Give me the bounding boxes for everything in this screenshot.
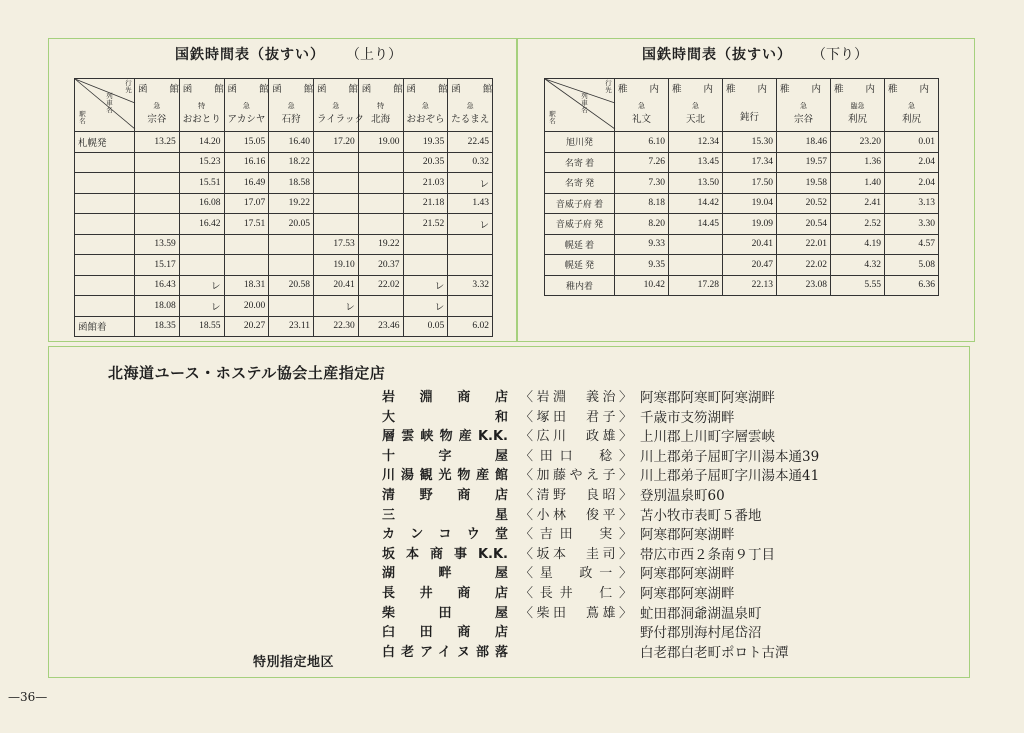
down-station-cell: 音威子府 発 — [545, 214, 615, 235]
up-time-cell — [135, 173, 180, 194]
shop-name: 坂本商事K.K. — [382, 546, 508, 562]
down-column-header — [831, 79, 898, 132]
up-time-cell: 17.53 — [314, 234, 359, 255]
down-time-cell: 0.01 — [885, 132, 939, 153]
down-time-cell: 17.34 — [723, 152, 777, 173]
shop-address: 野付郡別海村尾岱沼 — [640, 625, 762, 642]
down-station-cell: 名寄 着 — [545, 152, 615, 173]
down-time-cell: 17.50 — [723, 173, 777, 194]
up-column-name: おおとり — [182, 115, 221, 125]
up-time-cell: レ — [403, 275, 448, 296]
shop-name: 川湯観光物産館 — [382, 468, 508, 484]
up-station-cell: 函館着 — [75, 316, 135, 337]
down-time-cell: 10.42 — [615, 275, 669, 296]
up-time-cell: 19.10 — [314, 255, 359, 276]
up-time-cell: 16.40 — [269, 132, 314, 153]
up-time-cell: 22.02 — [358, 275, 403, 296]
up-time-cell — [448, 234, 493, 255]
shop-name: 層雲峡物産K.K. — [382, 429, 508, 445]
up-time-cell: 20.58 — [269, 275, 314, 296]
up-time-cell — [358, 193, 403, 214]
up-table-title: 国鉄時間表（抜すい） — [175, 47, 325, 63]
down-station-cell: 稚内着 — [545, 275, 615, 296]
down-time-cell: 20.47 — [723, 255, 777, 276]
up-column-name: 石狩 — [281, 115, 301, 125]
down-time-cell: 19.57 — [777, 152, 831, 173]
up-corner-dest: 行先 — [125, 80, 132, 94]
down-column-name: 利尻 — [901, 115, 921, 125]
up-time-cell: 22.45 — [448, 132, 493, 153]
down-corner-cell — [545, 79, 615, 132]
down-time-cell: 3.13 — [885, 193, 939, 214]
up-column-name: おおぞら — [406, 115, 445, 125]
down-time-cell: 13.50 — [669, 173, 723, 194]
up-time-cell: 19.22 — [269, 193, 314, 214]
up-column-header — [403, 79, 470, 132]
down-time-cell: 22.01 — [777, 234, 831, 255]
down-time-cell: 23.08 — [777, 275, 831, 296]
up-time-cell — [314, 214, 359, 235]
down-table-subtitle: （下り） — [812, 47, 868, 63]
up-time-cell: 1.43 — [448, 193, 493, 214]
up-station-cell: 札幌発 — [75, 132, 135, 153]
shop-address: 川上郡弟子屈町字川湯本通39 — [640, 448, 820, 465]
up-column-type: 特 — [377, 102, 385, 110]
up-column-header — [269, 79, 336, 132]
down-time-cell: 15.30 — [723, 132, 777, 153]
up-time-cell: 23.11 — [269, 316, 314, 337]
up-row — [75, 152, 493, 173]
down-time-cell — [669, 234, 723, 255]
down-time-cell: 20.54 — [777, 214, 831, 235]
down-time-cell: 14.42 — [669, 193, 723, 214]
up-time-cell — [403, 234, 448, 255]
up-time-cell — [224, 234, 269, 255]
up-station-cell — [75, 234, 135, 255]
up-time-cell: 21.18 — [403, 193, 448, 214]
down-column-header — [777, 79, 844, 132]
down-station-cell: 音威子府 着 — [545, 193, 615, 214]
up-station-cell — [75, 173, 135, 194]
up-column-type: 急 — [332, 102, 340, 110]
up-time-cell — [269, 255, 314, 276]
up-column-dest: 函館 — [227, 85, 291, 95]
shop-name: 清野商店 — [382, 488, 508, 503]
down-time-cell: 2.04 — [885, 173, 939, 194]
shop-name: 長井商店 — [382, 586, 508, 601]
shop-address: 登別温泉町60 — [640, 488, 725, 504]
down-time-cell: 12.34 — [669, 132, 723, 153]
down-row — [545, 132, 939, 153]
up-timetable — [74, 78, 515, 337]
owner-name: 〈星 政一〉 — [520, 566, 632, 582]
down-time-cell: 7.30 — [615, 173, 669, 194]
up-time-cell — [179, 234, 224, 255]
up-station-cell — [75, 152, 135, 173]
down-column-header — [615, 79, 682, 132]
down-column-name: 利尻 — [847, 115, 867, 125]
shop-address: 上川郡上川町字層雲峡 — [640, 429, 775, 446]
shop-address: 川上郡弟子屈町字川湯本通41 — [640, 468, 820, 485]
down-station-cell: 旭川発 — [545, 132, 615, 153]
up-row — [75, 193, 493, 214]
up-time-cell: 20.27 — [224, 316, 269, 337]
down-time-cell: 2.52 — [831, 214, 885, 235]
special-district-label: 特別指定地区 — [253, 655, 335, 670]
up-time-cell: レ — [179, 296, 224, 317]
up-corner-train: 列車名 — [106, 93, 113, 114]
down-timetable — [544, 78, 952, 296]
up-time-cell: レ — [403, 296, 448, 317]
down-time-cell: 6.36 — [885, 275, 939, 296]
up-time-cell — [403, 255, 448, 276]
down-time-cell: 14.45 — [669, 214, 723, 235]
shop-name: 臼田商店 — [382, 625, 508, 641]
owner-name: 〈吉田 実〉 — [520, 527, 632, 543]
down-column-header — [885, 79, 952, 132]
down-time-cell: 5.08 — [885, 255, 939, 276]
up-time-cell: 15.17 — [135, 255, 180, 276]
down-station-cell: 幌延 着 — [545, 234, 615, 255]
down-time-cell: 4.32 — [831, 255, 885, 276]
up-column-name: たるまえ — [451, 115, 490, 125]
up-time-cell: レ — [448, 173, 493, 194]
down-row — [545, 214, 939, 235]
up-time-cell: 18.35 — [135, 316, 180, 337]
shop-name: 大和 — [382, 409, 508, 425]
up-row — [75, 275, 493, 296]
up-time-cell: 16.42 — [179, 214, 224, 235]
up-time-cell: 16.43 — [135, 275, 180, 296]
up-time-cell — [135, 193, 180, 214]
up-time-cell — [269, 234, 314, 255]
up-row — [75, 132, 493, 153]
down-time-cell: 7.26 — [615, 152, 669, 173]
down-column-header — [723, 79, 790, 132]
down-time-cell: 1.40 — [831, 173, 885, 194]
up-time-cell — [358, 296, 403, 317]
up-time-cell: レ — [314, 296, 359, 317]
up-time-cell: 17.51 — [224, 214, 269, 235]
shop-address: 阿寒郡阿寒湖畔 — [640, 527, 735, 544]
owner-name: 〈田口 稔〉 — [520, 448, 632, 464]
up-time-cell: 17.20 — [314, 132, 359, 153]
shop-name: 白老アイヌ部落 — [382, 644, 508, 660]
up-time-cell: レ — [179, 275, 224, 296]
up-column-dest: 函館 — [138, 85, 202, 95]
shop-address: 阿寒郡阿寒湖畔 — [640, 566, 735, 583]
up-time-cell: 18.55 — [179, 316, 224, 337]
up-time-cell: 18.58 — [269, 173, 314, 194]
down-station-cell: 名寄 発 — [545, 173, 615, 194]
owner-name: 〈小林 俊平〉 — [520, 507, 632, 523]
up-time-cell — [314, 193, 359, 214]
up-column-dest: 函館 — [451, 85, 515, 95]
up-column-name: アカシヤ — [227, 115, 266, 125]
up-row — [75, 296, 493, 317]
up-time-cell: 19.00 — [358, 132, 403, 153]
down-column-type: 急 — [908, 102, 915, 110]
owner-name: 〈坂本 圭司〉 — [520, 546, 632, 562]
up-row — [75, 173, 493, 194]
shop-name: 岩淵商店 — [382, 390, 508, 405]
down-row — [545, 255, 939, 276]
down-time-cell: 13.45 — [669, 152, 723, 173]
shop-address: 苫小牧市表町５番地 — [640, 507, 762, 524]
down-time-cell: 17.28 — [669, 275, 723, 296]
down-column-dest: 稚内 — [726, 85, 790, 95]
up-time-cell: 16.49 — [224, 173, 269, 194]
up-time-cell — [179, 255, 224, 276]
up-column-type: 急 — [421, 102, 429, 110]
up-station-cell — [75, 193, 135, 214]
down-time-cell: 9.33 — [615, 234, 669, 255]
down-column-type: 急 — [692, 102, 699, 110]
down-time-cell: 4.19 — [831, 234, 885, 255]
down-column-type: 急 — [800, 102, 807, 110]
down-time-cell: 1.36 — [831, 152, 885, 173]
up-column-header — [179, 79, 246, 132]
page-number: —36— — [8, 690, 48, 704]
up-time-cell: 23.46 — [358, 316, 403, 337]
up-station-cell — [75, 214, 135, 235]
up-time-cell: 20.37 — [358, 255, 403, 276]
down-column-header — [669, 79, 736, 132]
down-time-cell: 3.30 — [885, 214, 939, 235]
down-time-cell: 20.52 — [777, 193, 831, 214]
up-time-cell — [358, 152, 403, 173]
up-time-cell: 22.30 — [314, 316, 359, 337]
directory-frame — [48, 346, 970, 678]
up-column-header — [358, 79, 425, 132]
up-time-cell: 21.52 — [403, 214, 448, 235]
up-time-cell — [269, 296, 314, 317]
up-time-cell: 17.07 — [224, 193, 269, 214]
up-row — [75, 255, 493, 276]
up-time-cell: 20.41 — [314, 275, 359, 296]
down-column-type — [726, 101, 773, 109]
down-time-cell: 18.46 — [777, 132, 831, 153]
up-corner-cell — [75, 79, 135, 132]
up-corner-station: 駅名 — [79, 111, 86, 125]
up-column-dest: 函館 — [361, 85, 425, 95]
owner-name: 〈広川 政雄〉 — [520, 429, 632, 445]
down-time-cell: 22.02 — [777, 255, 831, 276]
down-column-dest: 稚内 — [888, 85, 952, 95]
owner-name: 〈岩淵 義治〉 — [520, 390, 632, 405]
up-row — [75, 214, 493, 235]
down-time-cell: 9.35 — [615, 255, 669, 276]
shop-address: 白老郡白老町ポロト古潭 — [640, 644, 789, 661]
up-time-cell — [135, 152, 180, 173]
up-time-cell — [314, 173, 359, 194]
shop-address: 帯広市西２条南９丁目 — [640, 546, 775, 563]
up-column-type: 急 — [242, 102, 250, 110]
up-row — [75, 234, 493, 255]
down-time-cell: 22.13 — [723, 275, 777, 296]
up-time-cell: 6.02 — [448, 316, 493, 337]
owner-name: 〈加藤やえ子〉 — [520, 468, 632, 484]
up-column-dest: 函館 — [317, 85, 381, 95]
up-station-cell — [75, 296, 135, 317]
down-time-cell — [669, 255, 723, 276]
up-column-type: 急 — [153, 102, 161, 110]
up-time-cell: 18.08 — [135, 296, 180, 317]
up-station-cell — [75, 255, 135, 276]
down-corner-dest: 行先 — [605, 80, 612, 94]
up-time-cell: 18.22 — [269, 152, 314, 173]
down-time-cell: 8.20 — [615, 214, 669, 235]
down-time-cell: 5.55 — [831, 275, 885, 296]
up-time-cell — [314, 152, 359, 173]
up-column-type: 急 — [287, 102, 295, 110]
up-table-subtitle: （上り） — [346, 47, 402, 63]
down-time-cell: 6.10 — [615, 132, 669, 153]
down-corner-station: 駅名 — [549, 111, 556, 125]
up-time-cell: 16.16 — [224, 152, 269, 173]
up-column-name: ライラック — [317, 115, 365, 125]
up-time-cell: 0.32 — [448, 152, 493, 173]
down-column-type: 急 — [638, 102, 645, 110]
up-time-cell — [358, 173, 403, 194]
up-station-cell — [75, 275, 135, 296]
up-time-cell: 3.32 — [448, 275, 493, 296]
down-time-cell: 2.41 — [831, 193, 885, 214]
up-time-cell: 13.25 — [135, 132, 180, 153]
down-column-type: 臨急 — [850, 102, 865, 110]
up-column-header — [448, 79, 515, 132]
shop-name: カンコウ堂 — [382, 527, 508, 543]
up-column-name: 宗谷 — [147, 115, 167, 125]
up-time-cell — [224, 255, 269, 276]
down-time-cell: 19.04 — [723, 193, 777, 214]
down-time-cell: 8.18 — [615, 193, 669, 214]
up-time-cell: レ — [448, 214, 493, 235]
up-time-cell: 15.51 — [179, 173, 224, 194]
up-time-cell: 19.22 — [358, 234, 403, 255]
down-row — [545, 275, 939, 296]
down-row — [545, 173, 939, 194]
up-column-dest: 函館 — [406, 85, 470, 95]
down-time-cell: 20.41 — [723, 234, 777, 255]
down-time-cell: 19.58 — [777, 173, 831, 194]
down-column-dest: 稚内 — [834, 85, 898, 95]
down-column-name: 礼文 — [631, 115, 651, 125]
down-time-cell: 4.57 — [885, 234, 939, 255]
up-time-cell: 13.59 — [135, 234, 180, 255]
up-time-cell: 15.05 — [224, 132, 269, 153]
up-time-cell: 21.03 — [403, 173, 448, 194]
up-column-type: 特 — [198, 102, 206, 110]
timetable-divider — [516, 38, 518, 342]
up-time-cell: 18.31 — [224, 275, 269, 296]
down-time-cell: 23.20 — [831, 132, 885, 153]
shop-address: 阿寒郡阿寒町阿寒湖畔 — [640, 390, 775, 406]
down-column-name: 宗谷 — [793, 115, 813, 125]
down-row — [545, 193, 939, 214]
up-time-cell — [448, 255, 493, 276]
up-column-name: 北海 — [371, 115, 391, 125]
up-column-dest: 函館 — [182, 85, 246, 95]
shop-address: 阿寒郡阿寒湖畔 — [640, 586, 735, 602]
owner-name: 〈塚田 君子〉 — [520, 409, 632, 425]
shop-address: 虻田郡洞爺湖温泉町 — [640, 605, 762, 622]
down-corner-train: 列車名 — [581, 93, 588, 114]
up-time-cell: 15.23 — [179, 152, 224, 173]
directory-heading: 北海道ユース・ホステル協会土産指定店 — [108, 364, 386, 382]
down-column-dest: 稚内 — [672, 85, 736, 95]
up-row — [75, 316, 493, 337]
shop-name: 湖畔屋 — [382, 566, 508, 582]
up-time-cell — [448, 296, 493, 317]
down-table-title: 国鉄時間表（抜すい） — [642, 47, 792, 63]
shop-name: 十字屋 — [382, 448, 508, 464]
down-station-cell: 幌延 発 — [545, 255, 615, 276]
down-column-dest: 稚内 — [780, 85, 844, 95]
up-time-cell: 0.05 — [403, 316, 448, 337]
up-time-cell: 20.00 — [224, 296, 269, 317]
down-time-cell: 19.09 — [723, 214, 777, 235]
up-column-dest: 函館 — [272, 85, 336, 95]
shop-name: 三星 — [382, 507, 508, 523]
down-row — [545, 152, 939, 173]
down-time-cell: 2.04 — [885, 152, 939, 173]
up-time-cell: 19.35 — [403, 132, 448, 153]
down-column-name: 天北 — [685, 115, 705, 125]
shop-name: 柴田屋 — [382, 605, 508, 621]
owner-name: 〈長井 仁〉 — [520, 586, 632, 601]
down-column-dest: 稚内 — [618, 85, 682, 95]
up-time-cell: 14.20 — [179, 132, 224, 153]
up-time-cell — [358, 214, 403, 235]
up-column-type: 急 — [466, 102, 474, 110]
up-time-cell: 16.08 — [179, 193, 224, 214]
owner-name: 〈清野 良昭〉 — [520, 488, 632, 503]
down-row — [545, 234, 939, 255]
shop-address: 千歳市支笏湖畔 — [640, 409, 735, 426]
owner-name: 〈柴田 蔦雄〉 — [520, 605, 632, 621]
down-column-name: 鈍行 — [739, 113, 759, 123]
up-time-cell: 20.05 — [269, 214, 314, 235]
up-time-cell: 20.35 — [403, 152, 448, 173]
up-time-cell — [135, 214, 180, 235]
